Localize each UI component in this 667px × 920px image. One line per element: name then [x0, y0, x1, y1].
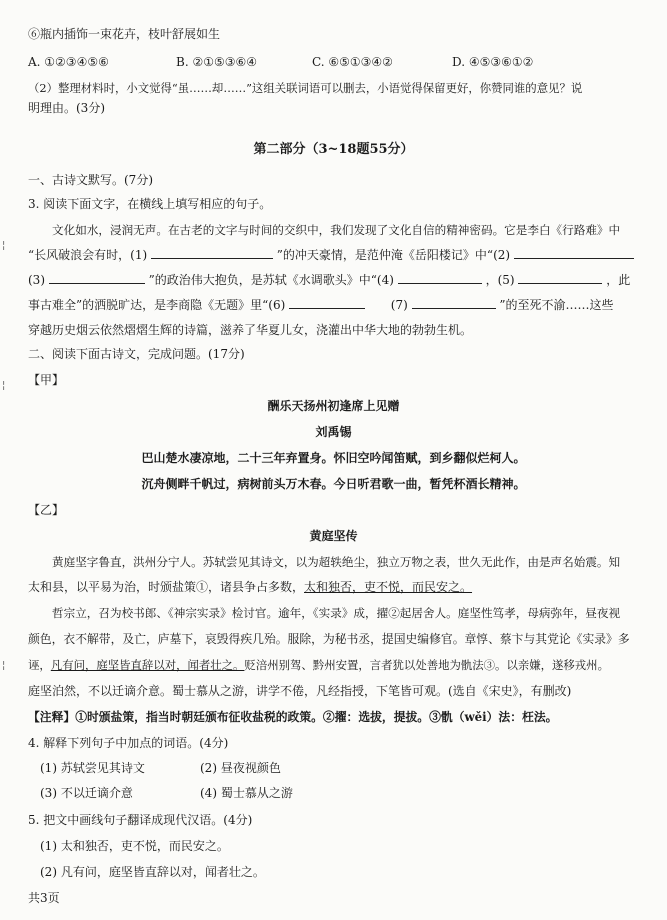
margin-mark: ¦ — [2, 660, 6, 671]
q3-para-line4 — [28, 297, 614, 313]
q3-para-line1: 文化如水，浸润无声。在古老的文字与时间的交织中，我们发现了文化自信的精神密码。它是李白《行路难》中 — [52, 223, 621, 237]
option-b: B. ②①⑤③⑥④ — [176, 55, 257, 69]
blank-4[interactable] — [398, 272, 482, 284]
prose-line5-a: 诬， — [28, 658, 51, 672]
prose-line4: 颜色，衣不解带，及亡，庐墓下，哀毁得疾几殆。服除，为秘书丞，提国史编修官。章惇、蔡卞与其党论《实录》多 — [28, 632, 630, 646]
q4-item3: (3) 不以迁谪介意 — [40, 786, 133, 800]
q3-text-3a: (3) — [28, 273, 45, 287]
section1-title: 一、古诗文默写。(7分) — [28, 173, 153, 187]
q3-text-3c: ，(5) — [485, 273, 515, 287]
margin-mark: ¦ — [2, 240, 6, 251]
q3-text-2b: ”的冲天豪情，是范仲淹《岳阳楼记》中“(2) — [276, 248, 511, 262]
q3-text-3b: ”的政治伟大抱负，是苏轼《水调歌头》中“(4) — [148, 273, 394, 287]
prose-title: 黄庭坚传 — [309, 529, 358, 543]
q2-line2: 明理由。(3分) — [28, 101, 105, 115]
q5-item1: (1) 太和独否，吏不悦，而民安之。 — [40, 839, 229, 853]
option-d: D. ④⑤③⑥①② — [452, 55, 534, 69]
poem-line2: 沉舟侧畔千帆过，病树前头万木春。今日听君歌一曲，暂凭杯酒长精神。 — [141, 477, 526, 491]
q3-prompt: 3. 阅读下面文字，在横线上填写相应的句子。 — [28, 197, 272, 211]
q4-item1: (1) 苏轼尝见其诗文 — [40, 761, 145, 775]
margin-mark: ¦ — [2, 380, 6, 391]
q2-line1: （2）整理材料时，小文觉得“虽……却……”这组关联词语可以删去，小语觉得保留更好，你赞同谁的意见？说 — [28, 81, 583, 95]
blank-5[interactable] — [518, 272, 602, 284]
q3-para-line3 — [28, 272, 630, 288]
poem-title: 酬乐天扬州初逢席上见赠 — [267, 399, 400, 413]
prose-line2-a: 太和县，以平易为治，时颁盐策①，诸县争占多数， — [28, 580, 305, 594]
blank-3[interactable] — [49, 272, 145, 284]
prose-line3: 哲宗立，召为校书郎、《神宗实录》检讨官。逾年，《实录》成，擢②起居舍人。庭坚性笃孝，母病弥年，昼夜视 — [52, 606, 621, 620]
blank-7[interactable] — [412, 297, 496, 309]
q4-title: 4. 解释下列句子中加点的词语。(4分) — [28, 736, 229, 750]
q5-item2: (2) 凡有问，庭坚皆直辞以对，闻者壮之。 — [40, 865, 265, 879]
option-a: A. ①②③④⑤⑥ — [28, 55, 109, 69]
q3-para-line2 — [28, 247, 634, 263]
prose-line2 — [28, 579, 472, 595]
poem-author: 刘禹锡 — [315, 425, 352, 439]
prose-line5 — [28, 657, 609, 673]
q5-title: 5. 把文中画线句子翻译成现代汉语。(4分) — [28, 813, 253, 827]
q4-item2: (2) 昼夜视颜色 — [200, 761, 281, 775]
prose-line1: 黄庭坚字鲁直，洪州分宁人。苏轼尝见其诗文，以为超轶绝尘，独立万物之表，世久无此作，由是声名始震。知 — [52, 555, 621, 569]
page-footer: 共3页 — [28, 891, 60, 905]
q3-text-2a: “长风破浪会有时，(1) — [28, 248, 148, 262]
blank-6[interactable] — [289, 297, 365, 309]
label-jia: 【甲】 — [28, 373, 65, 387]
section2-title: 二、阅读下面古诗文，完成问题。(17分) — [28, 347, 245, 361]
q3-text-4c: ”的至死不渝……这些 — [499, 298, 614, 312]
annotation: 【注释】①时颁盐策，指当时朝廷颁布征收盐税的政策。②擢：选拔，提拔。③骩（wěi）法：枉法。 — [28, 710, 558, 724]
underlined-sentence-2: 凡有问，庭坚皆直辞以对，闻者壮之。 — [50, 658, 245, 672]
q3-text-4a: 事古难全”的洒脱旷达，是李商隐《无题》里“(6) — [28, 298, 286, 312]
blank-1[interactable] — [151, 247, 273, 259]
poem-line1: 巴山楚水凄凉地，二十三年弃置身。怀旧空吟闻笛赋，到乡翻似烂柯人。 — [141, 451, 526, 465]
option-c: C. ⑥⑤①③④② — [312, 55, 393, 69]
label-yi: 【乙】 — [28, 503, 65, 517]
item-6: ⑥瓶内插饰一束花卉，枝叶舒展如生 — [28, 27, 221, 41]
blank-2[interactable] — [514, 247, 634, 259]
q3-text-3d: ，此 — [606, 273, 631, 287]
q4-item4: (4) 蜀士慕从之游 — [200, 786, 293, 800]
underlined-sentence-1: 太和独否，吏不悦，而民安之。 — [304, 580, 473, 594]
prose-line6: 庭坚泊然，不以迁谪介意。蜀士慕从之游，讲学不倦，凡经指授，下笔皆可观。(选自《宋史》，有删改) — [28, 684, 572, 698]
q3-para-line5: 穿越历史烟云依然熠熠生辉的诗篇，滋养了华夏儿女，浇灌出中华大地的勃勃生机。 — [28, 323, 473, 337]
prose-line5-c: 贬涪州别驾、黔州安置，言者犹以处善地为骩法③。以亲嫌，遂移戎州。 — [244, 658, 609, 672]
part2-title: 第二部分（3~18题55分） — [253, 142, 414, 157]
q3-text-4b: (7) — [390, 298, 408, 312]
